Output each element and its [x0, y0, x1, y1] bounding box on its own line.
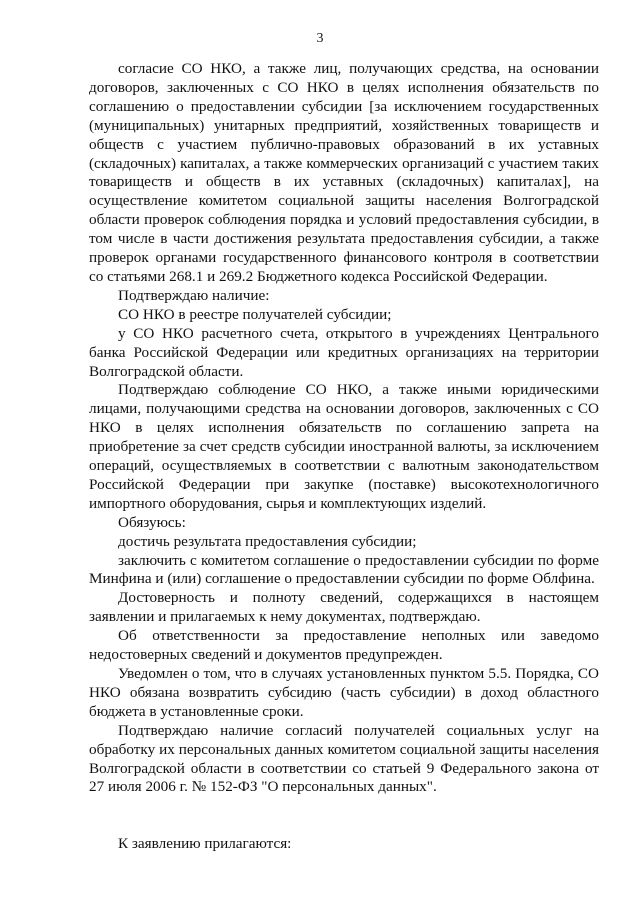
paragraph-consent: согласие СО НКО, а также лиц, получающих средства, на основании договоров, заключенных с СО НКО в целях исполнения обязательств по соглашению о предоставлении субсидии [за исключением государственных (муниципальных) унитарных предприятий, хозяйственных товариществ и обществ с участием публично-правовых образований в их уставных (складочных) капиталах, а также коммерческих организаций с участием таких товариществ и обществ в их уставных (складочных) капиталах], на осуществление комитетом социальной защиты населения Волгоградской области проверок соблюдения порядка и условий предоставления субсидии, в том числе в части достижения результата предоставления субсидии, а также проверок органами государственного финансового контроля в соответствии со статьями 268.1 и 269.2 Бюджетного кодекса Российской Федерации. — [89, 60, 599, 285]
paragraph-confirm-presence: Подтверждаю наличие: — [118, 286, 270, 304]
paragraph-refund-notice: Уведомлен о том, что в случаях установленных пунктом 5.5. Порядка, СО НКО обязана возвратить субсидию (часть субсидии) в доход областного бюджета в установленные сроки. — [89, 665, 599, 720]
paragraph-registry: СО НКО в реестре получателей субсидии; — [118, 305, 392, 323]
paragraph-currency-ban: Подтверждаю соблюдение СО НКО, а также иными юридическими лицами, получающими средства на основании договоров, заключенных с СО НКО в целях исполнения обязательств по соглашению запрета на приобретение за счет средств субсидии иностранной валюты, за исключением операций, осуществляемых в соответствии с валютным законодательством Российской Федерации при закупке (поставке) высокотехнологичного импортного оборудования, сырья и комплектующих изделий. — [89, 381, 599, 512]
document-body — [89, 60, 599, 854]
paragraph-bank-account: у СО НКО расчетного счета, открытого в учреждениях Центрального банка Российской Федерации или кредитных организациях на территории Волгоградской области. — [89, 324, 599, 380]
paragraph-achieve-result: достичь результата предоставления субсидии; — [118, 532, 417, 550]
paragraph-obligations: Обязуюсь: — [118, 513, 186, 531]
paragraph-responsibility: Об ответственности за предоставление неполных или заведомо недостоверных сведений и документов предупрежден. — [89, 627, 599, 664]
paragraph-conclude-agreement: заключить с комитетом соглашение о предоставлении субсидии по форме Минфина и (или) соглашение о предоставлении субсидии по форме Облфина. — [89, 551, 599, 588]
page-number: 3 — [316, 31, 324, 46]
paragraph-reliability: Достоверность и полноту сведений, содержащихся в настоящем заявлении и прилагаемых к нему документах, подтверждаю. — [89, 589, 599, 626]
paragraph-personal-data: Подтверждаю наличие согласий получателей социальных услуг на обработку их персональных данных комитетом социальной защиты населения Волгоградской области в соответствии со статьей 9 Федерального закона от 27 июля 2006 г. № 152-ФЗ "О персональных данных". — [89, 721, 599, 796]
paragraph-attachments: К заявлению прилагаются: — [118, 835, 292, 853]
